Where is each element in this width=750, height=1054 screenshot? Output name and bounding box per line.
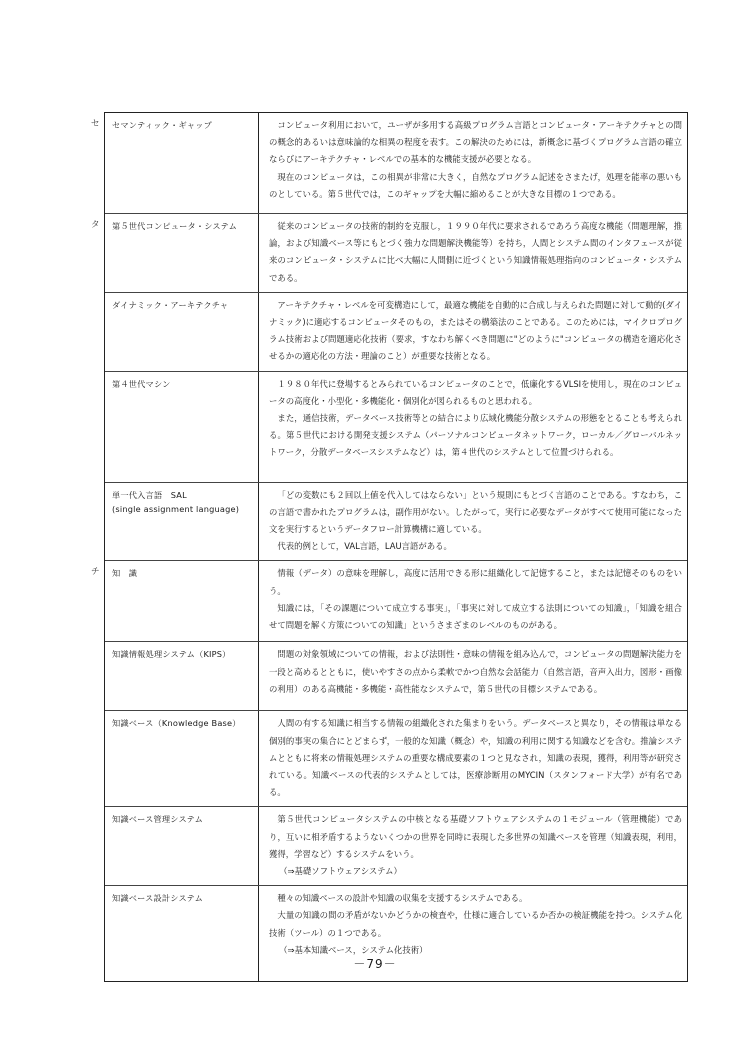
glossary-row	[105, 372, 687, 483]
glossary-definition	[259, 372, 687, 482]
glossary-row	[105, 807, 687, 886]
index-kana-marker: タ	[91, 220, 100, 230]
glossary-row	[105, 711, 687, 807]
definition-paragraph: また，通信技術，データベース技術等との結合により広域化機能分散システムの形態をとることも考えられる。第５世代における開発支援システム（パーソナルコンピュータネットワーク，ローカル／グローバルネットワーク，分散データベースシステムなど）は，第４世代のシステムとして位置づけられる。	[269, 413, 682, 458]
definition-paragraph: コンピュータ利用において，ユーザが多用する高級プログラム言語とコンピュータ・アーキテクチャとの間の概念的あるいは意味論的な相異の程度を表す。この解決のためには，新概念に基づくプログラム言語の確立ならびにアーキテクチャ・レベルでの基本的な機能支援が必要となる。	[269, 120, 682, 165]
glossary-definition	[259, 711, 687, 806]
glossary-table	[91, 112, 688, 982]
definition-paragraph: 「どの変数にも２回以上値を代入してはならない」という規則にもとづく言語のことである。すなわち，この言語で書かれたプログラムは，副作用がない。したがって，実行に必要なデータがすべて使用可能になった文を実行するというデータフロー計算機構に適している。	[269, 489, 682, 535]
definition-paragraph: 代表的例として，VAL言語，LAU言語がある。	[277, 541, 452, 552]
cross-reference: （⇒基本知識ベース，システム化技術）	[279, 944, 428, 955]
glossary-definition	[259, 214, 687, 292]
definition-paragraph: 知識には，「その課題について成立する事実」，「事実に対して成立する法則についての知識」，「知識を組合せて問題を解く方策についての知識」というさまざまのレベルのものがある。	[269, 602, 682, 631]
definition-paragraph: 現在のコンピュータは，この相異が非常に大きく，自然なプログラム記述をさまたげ，処理を能率の悪いものとしている。第５世代では，このギャップを大幅に縮めることが大きな目標の１つである。	[269, 171, 682, 199]
definition-paragraph: アーキテクチャ・レベルを可変構造にして，最適な機能を自動的に合成し与えられた問題に対して動的(ダイナミック)に適応するコンピュータそのもの，またはその構築法のことである。このためには，マイクロプログラム技術および問題適応化技術（要求，すなわち解くべき問題に"どのように"コンピュータの構造を適応化させるかの適応化の方法・理論のこと）が重要な技術となる。	[269, 299, 682, 362]
page-number: －79－	[353, 957, 397, 971]
glossary-row	[105, 293, 687, 372]
glossary-term: 知識情報処理システム（KIPS）	[105, 642, 259, 710]
glossary-row	[105, 483, 687, 562]
glossary-term: 単一代入言語 SAL (single assignment language)	[105, 483, 259, 561]
glossary-term: 知 識	[105, 561, 259, 641]
glossary-term: 第５世代コンピュータ・システム	[105, 214, 259, 292]
definition-paragraph: １９８０年代に登場するとみられているコンピュータのことで，低廉化するVLSIを使用し，現在のコンピュータの高度化・小型化・多機能化・個別化が図られるものと思われる。	[269, 378, 682, 406]
glossary-row	[91, 561, 687, 642]
glossary-definition	[259, 113, 687, 213]
definition-paragraph: 種々の知識ベースの設計や知識の収集を支援するシステムである。	[277, 893, 528, 904]
glossary-term: 知識ベース設計システム	[105, 886, 259, 981]
definition-paragraph: 人間の有する知識に相当する情報の組織化された集まりをいう。データベースと異なり，その情報は単なる個別的事実の集合にとどまらず，一般的な知識（概念）や，知識の利用に関する知識などを含む。推論システムとともに将来の情報処理システムの重要な構成要素の１つと見なされ，知識の表現，獲得，利用等が研究されている。知識ベースの代表的システムとしては，医療診断用のMYCIN（スタンフォード大学）が有名である。	[269, 718, 682, 798]
definition-paragraph: 従来のコンピュータの技術的制約を克服し，１９９０年代に要求されるであろう高度な機能（問題理解，推論，および知識ベース等にもとづく強力な問題解決機能等）を持ち，人間とシステム間のインタフェースが従来のコンピュータ・システムに比べ大幅に人間側に近づくという知識情報処理指向のコンピュータ・システムである。	[269, 221, 682, 283]
definition-paragraph: 情報（データ）の意味を理解し，高度に活用できる形に組織化して記憶すること，または記憶そのものをいう。	[269, 568, 682, 596]
glossary-row	[91, 214, 687, 293]
glossary-term: ダイナミック・アーキテクチャ	[105, 293, 259, 371]
glossary-definition	[259, 561, 687, 641]
glossary-definition	[259, 293, 687, 371]
index-kana-marker: チ	[91, 567, 100, 578]
definition-paragraph: 大量の知識の間の矛盾がないかどうかの検査や，仕様に適合しているか否かの検証機能を持つ。システム化技術（ツール）の１つである。	[269, 910, 682, 938]
glossary-definition	[259, 807, 687, 885]
glossary-term: セマンティック・ギャップ	[105, 113, 259, 213]
definition-paragraph: 第５世代コンピュータシステムの中核となる基礎ソフトウェアシステムの１モジュール（管理機能）であり，互いに相矛盾するようないくつかの世界を同時に表現した多世界の知識ベースを管理（知識表現，利用，獲得，学習など）するシステムをいう。	[269, 814, 682, 859]
glossary-definition	[259, 483, 687, 561]
glossary-term: 知識ベース管理システム	[105, 807, 259, 885]
glossary-row	[105, 642, 687, 711]
glossary-term: 知識ベース（Knowledge Base）	[105, 711, 259, 806]
definition-paragraph: 問題の対象領域についての情報，および法則性・意味の情報を組み込んで，コンピュータの問題解決能力を一段と高めるとともに，使いやすさの点から柔軟でかつ自然な会話能力（自然言語，音声入出力，図形・画像の利用）のある高機能・多機能・高性能なシステムで，第５世代の目標システムである。	[269, 649, 682, 694]
glossary-row	[91, 113, 687, 214]
glossary-term: 第４世代マシン	[105, 372, 259, 482]
cross-reference: （⇒基礎ソフトウェアシステム）	[279, 866, 402, 877]
glossary-definition	[259, 642, 687, 710]
index-kana-marker: セ	[91, 119, 100, 129]
